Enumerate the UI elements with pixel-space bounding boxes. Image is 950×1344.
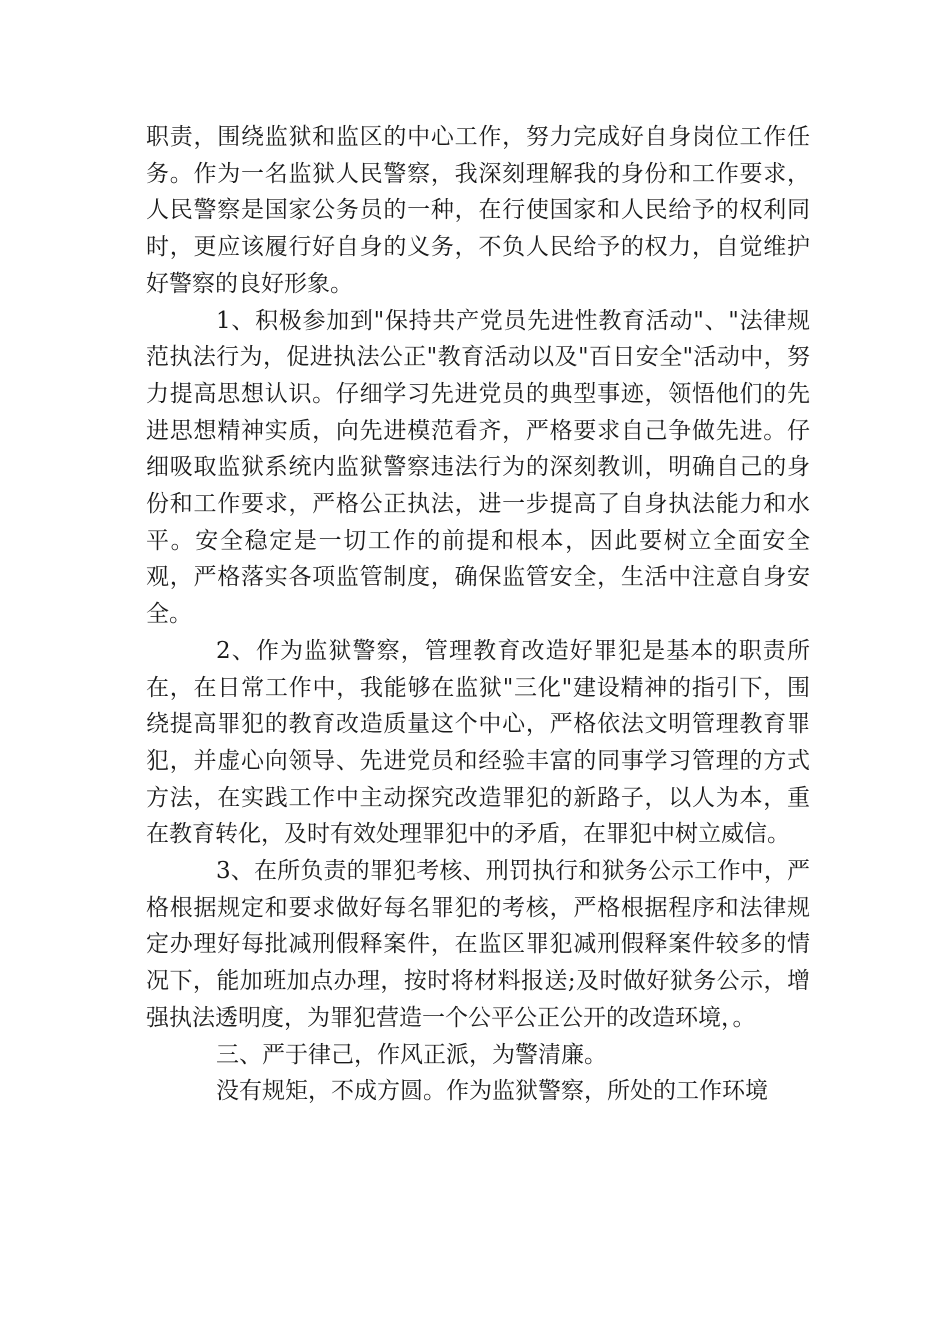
document-page	[146, 119, 810, 1110]
paragraph-item-1: 1、积极参加到"保持共产党员先进性教育活动"、"法律规范执法行为，促进执法公正"教育活动以及"百日安全"活动中，努力提高思想认识。仔细学习先进党员的典型事迹，领悟他们的先进思想精神实质，向先进模范看齐，严格要求自己争做先进。仔细吸取监狱系统内监狱警察违法行为的深刻教训，明确自己的身份和工作要求，严格公正执法，进一步提高了自身执法能力和水平。安全稳定是一切工作的前提和根本，因此要树立全面安全观，严格落实各项监管制度，确保监管安全，生活中注意自身安全。	[146, 307, 810, 628]
paragraph-rules: 没有规矩，不成方圆。作为监狱警察，所处的工作环境	[216, 1078, 768, 1105]
paragraph-item-3: 3、在所负责的罪犯考核、刑罚执行和狱务公示工作中，严格根据规定和要求做好每名罪犯的考核，严格根据程序和法律规定办理好每批减刑假释案件，在监区罪犯减刑假释案件较多的情况下，能加班加点办理，按时将材料报送;及时做好狱务公示，增强执法透明度，为罪犯营造一个公平公正公开的改造环境，。	[146, 858, 810, 1031]
section-heading-3: 三、严于律己，作风正派，为警清廉。	[216, 1041, 607, 1068]
paragraph-item-2: 2、作为监狱警察，管理教育改造好罪犯是基本的职责所在，在日常工作中，我能够在监狱"三化"建设精神的指引下，围绕提高罪犯的教育改造质量这个中心，严格依法文明管理教育罪犯，并虚心向领导、先进党员和经验丰富的同事学习管理的方式方法，在实践工作中主动探究改造罪犯的新路子，以人为本，重在教育转化，及时有效处理罪犯中的矛盾，在罪犯中树立威信。	[146, 637, 810, 848]
paragraph-duties: 职责，围绕监狱和监区的中心工作，努力完成好自身岗位工作任务。作为一名监狱人民警察，我深刻理解我的身份和工作要求，人民警察是国家公务员的一种，在行使国家和人民给予的权利同时，更应该履行好自身的义务，不负人民给予的权力，自觉维护好警察的良好形象。	[146, 124, 810, 297]
